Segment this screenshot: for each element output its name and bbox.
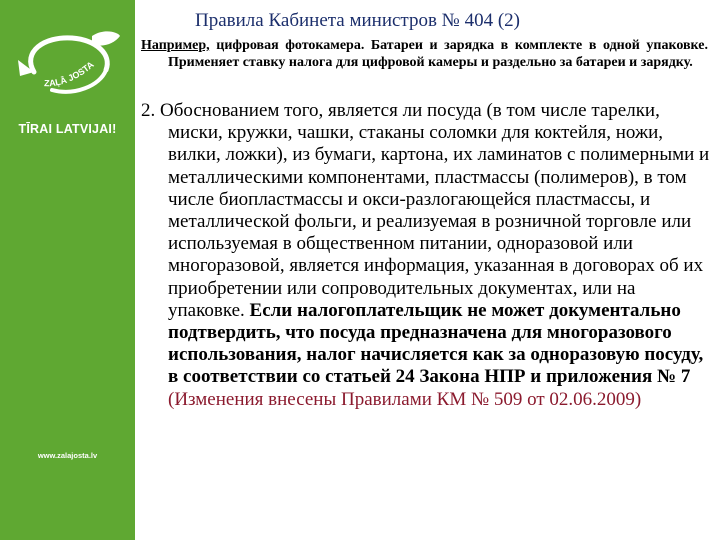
amendment-note: (Изменения внесены Правилами КМ № 509 от 02.06.2009) <box>168 388 642 410</box>
zala-josta-logo <box>14 30 122 100</box>
example-paragraph <box>141 38 708 71</box>
point-number: 2. <box>141 100 156 121</box>
example-lead: Например, <box>141 38 210 53</box>
sidebar <box>0 0 135 540</box>
page-title: Правила Кабинета министров № 404 (2) <box>195 10 520 31</box>
point-bold-text: Если налогоплательщик не может документально подтвердить, что посуда предназначена для многоразового использования, налог начисляется как за одноразовую посуду, в соответствии со статьей 24 Закона НПР и приложения № 7 <box>168 299 704 388</box>
svg-text:ZAĻĀ JOSTA <box>44 59 96 88</box>
website-link[interactable]: www.zalajosta.lv <box>37 451 98 460</box>
slogan: TĪRAI LATVIJAI! <box>18 122 117 136</box>
example-text: цифровая фотокамера. Батареи и зарядка в комплекте в одной упаковке. Применяет ставку налога для цифровой камеры и раздельно за батареи и зарядку. <box>168 38 708 70</box>
point-normal-text: Обоснованием того, является ли посуда (в том числе тарелки, миски, кружки, чашки, стаканы соломки для коктейля, ножи, вилки, ложки), из бумаги, картона, их ламинатов с полимерными и металлическими компонентами, пластмассы (полимеров), в том числе биопластмассы и окси-разлогающейся пластмассы, и металлической фольги, и реализуемая в розничной торговле или используемая в общественном питании, одноразовой или многоразовой, является информация, указанная в договорах об их приобретении или сопроводительных документах, или на упаковке. <box>155 100 710 321</box>
logo-text: ZAĻĀ JOSTA <box>43 59 96 89</box>
point-2-paragraph <box>141 100 716 411</box>
